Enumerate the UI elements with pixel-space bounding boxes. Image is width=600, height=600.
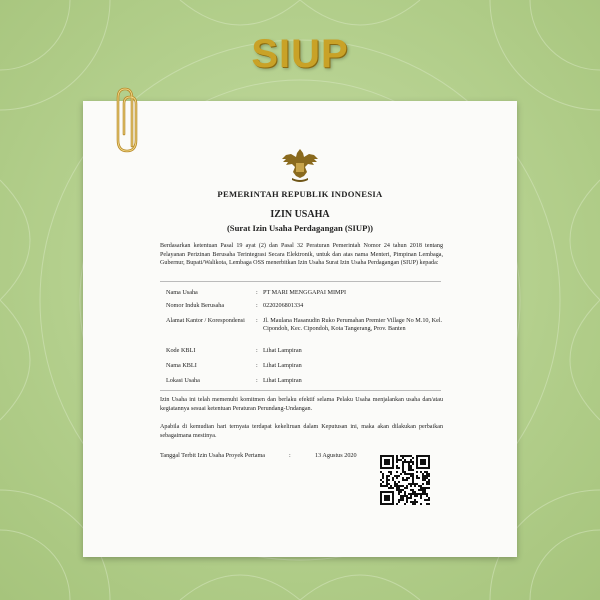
field-label: Nomor Induk Berusaha	[166, 302, 225, 309]
divider-top	[160, 281, 441, 282]
government-heading: PEMERINTAH REPUBLIK INDONESIA	[217, 189, 383, 199]
field-value: PT MARI MENGGAPAI MIMPI	[263, 289, 347, 296]
issued-date: 13 Agustus 2020	[315, 452, 357, 459]
field-label: Alamat Kantor / Korespondensi	[166, 317, 245, 324]
field-label: Nama Usaha	[166, 289, 198, 296]
document-paper: PEMERINTAH REPUBLIK INDONESIA IZIN USAHA (Surat Izin Usaha Perdagangan (SIUP)) Berdasarkan ketentuan Pasal 19 ayat (2) dan Pasal 32 Peraturan Pemerintah Nomor 24 tahun 2018 tentang Pelayanan Perizinan Berusaha Terintegrasi Secara Elektronik, untuk dan atas nama Menteri, Pimpinan Lembaga, Gubernur, Bupati/Walikota, Lembaga OSS menerbitkan Izin Usaha Surat Izin Usaha Perdagangan (SIUP) kepada: Nama Usaha : PT MARI MENGGAPAI MIMPI Nomor Induk Berusaha : 0220206801334 Alamat Kantor / Korespondensi : Jl. Maulana Hasanudin Ruko Perumahan Premier Village No M.10, Kel. Cipondoh, Kec. Cipondoh, Kota Tangerang, Prov. Banten Kode KBLI : Lihat Lampiran Nama KBLI : Lihat Lampiran Lokasi Usaha : Lihat Lampiran Izin Usaha ini telah memenuhi komitmen dan berlaku efektif selama Pelaku Usaha menjalankan usaha dan/atau kegiatannya sesuai ketentuan Peraturan Perundang-Undangan. Apabila di kemudian hari ternyata terdapat kekeliruan dalam Keputusan ini, maka akan dilakukan perbaikan sebagaimana mestinya. Tanggal Terbit Izin Usaha Proyek Pertama : 13 Agustus 2020	[83, 101, 517, 557]
garuda-emblem-icon	[279, 145, 321, 185]
document-subtitle: (Surat Izin Usaha Perdagangan (SIUP))	[226, 223, 374, 233]
issued-label: Tanggal Terbit Izin Usaha Proyek Pertama	[160, 452, 266, 459]
paperclip-icon	[112, 84, 146, 156]
qr-code-icon	[380, 455, 430, 505]
field-value: Lihat Lampiran	[263, 362, 302, 369]
issued-colon: :	[289, 452, 291, 459]
validity-paragraph: Izin Usaha ini telah memenuhi komitmen dan berlaku efektif selama Pelaku Usaha menjalankan usaha dan/atau kegiatannya sesuai ketentuan Peraturan Perundang-Undangan.	[160, 397, 443, 412]
field-label: Nama KBLI	[166, 362, 197, 369]
field-label: Kode KBLI	[166, 347, 196, 354]
field-label: Lokasi Usaha	[166, 377, 200, 384]
field-value: Lihat Lampiran	[263, 347, 302, 354]
field-value: Jl. Maulana Hasanudin Ruko Perumahan Premier Village No M.10, Kel. Cipondoh, Kec. Cipondoh, Kota Tangerang, Prov. Banten	[263, 317, 443, 333]
intro-paragraph: Berdasarkan ketentuan Pasal 19 ayat (2) dan Pasal 32 Peraturan Pemerintah Nomor 24 tahun 2018 tentang Pelayanan Perizinan Berusaha Terintegrasi Secara Elektronik, untuk dan atas nama Menteri, Pimpinan Lembaga, Gubernur, Bupati/Walikota, Lembaga OSS menerbitkan Izin Usaha Surat Izin Usaha Perdagangan (SIUP) kepada:	[160, 243, 443, 267]
document-title: IZIN USAHA	[270, 209, 330, 220]
field-value: 0220206801334	[263, 302, 304, 309]
field-value: Lihat Lampiran	[263, 377, 302, 384]
headline: SIUP	[251, 32, 349, 76]
divider-bottom	[160, 390, 441, 391]
correction-paragraph: Apabila di kemudian hari ternyata terdapat kekeliruan dalam Keputusan ini, maka akan dilakukan perbaikan sebagaimana mestinya.	[160, 424, 443, 439]
